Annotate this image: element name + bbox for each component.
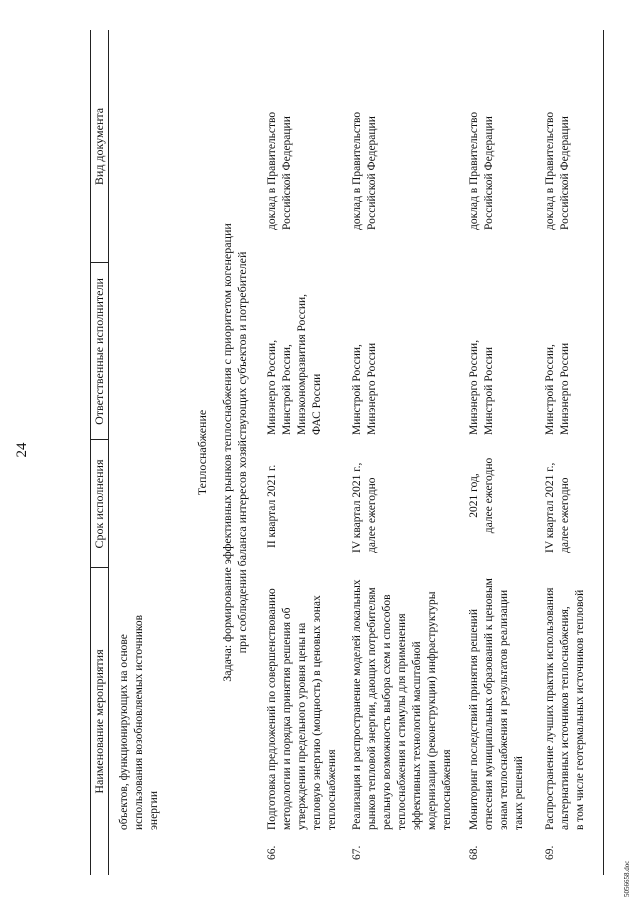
header-executors: Ответственные исполнители bbox=[92, 278, 106, 425]
doc-code: 5056658.doc bbox=[623, 860, 631, 897]
row-69-executors: Минстрой России, Минэнерго России bbox=[544, 342, 571, 435]
row-69-num: 69. bbox=[544, 845, 556, 860]
row-66-name: Подготовка предложений по совершенствованию методологии и порядка принятия решения об утверждении предельного уровня цены на тепловую энергию (мощность) в ценовых зонах теплоснабжения bbox=[266, 588, 338, 830]
row-68-num: 68. bbox=[468, 845, 480, 860]
row-67-doc-type: доклад в Правительство Российской Федерации bbox=[351, 111, 378, 230]
row-67-executors: Минстрой России, Минэнерго России bbox=[351, 342, 378, 435]
header-bottom-border bbox=[108, 30, 109, 875]
row-69-deadline: IV квартал 2021 г., далее ежегодно bbox=[544, 462, 571, 553]
header-doc-type: Вид документа bbox=[92, 107, 106, 186]
row-67-num: 67. bbox=[351, 845, 363, 860]
header-name: Наименование мероприятия bbox=[92, 649, 106, 794]
row-66-deadline: II квартал 2021 г. bbox=[266, 464, 278, 548]
page-bottom-border bbox=[603, 30, 604, 875]
row-69-doc-type: доклад в Правительство Российской Федерации bbox=[544, 111, 571, 230]
row-66-doc-type: доклад в Правительство Российской Федерации bbox=[266, 111, 293, 230]
task-title: Задача: формирование эффективных рынков теплоснабжения с приоритетом когенерации при соблюдении баланса интересов хозяйствующих субъектов и потребителей bbox=[220, 223, 249, 682]
row-67-deadline: IV квартал 2021 г., далее ежегодно bbox=[351, 462, 378, 553]
row-68-doc-type: доклад в Правительство Российской Федерации bbox=[468, 111, 495, 230]
header-deadline: Срок исполнения bbox=[92, 459, 106, 549]
page-number: 24 bbox=[14, 442, 30, 458]
row-67-name: Реализация и распространение моделей локальных рынков тепловой энергии, дающих потребителям реальную возможность выбора схем и способов теплоснабжения и стимулы для применения эффективных технологий масштабной модернизации (реконструкции) инфраструктуры теплоснабжения bbox=[351, 579, 453, 830]
row-66-num: 66. bbox=[266, 845, 278, 860]
row-68-executors: Минэнерго России, Минстрой России bbox=[468, 339, 495, 435]
row-68-deadline: 2021 год, далее ежегодно bbox=[468, 457, 495, 534]
row-69-name: Распространение лучших практик использования альтернативных источников теплоснабжения, в том числе геотермальных источников тепловой bbox=[544, 587, 586, 830]
row-68-name: Мониторинг последствий принятия решений отнесения муниципальных образований к ценовым зонам теплоснабжения и результатов реализации таких решений bbox=[468, 578, 525, 830]
section-title: Теплоснабжение bbox=[195, 409, 209, 496]
continuation-text: объектов, функционирующих на основе использования возобновляемых источников энергии bbox=[118, 614, 160, 830]
row-66-executors: Минэнерго России, Минстрой России, Минэкономразвития России, ФАС России bbox=[266, 293, 323, 435]
